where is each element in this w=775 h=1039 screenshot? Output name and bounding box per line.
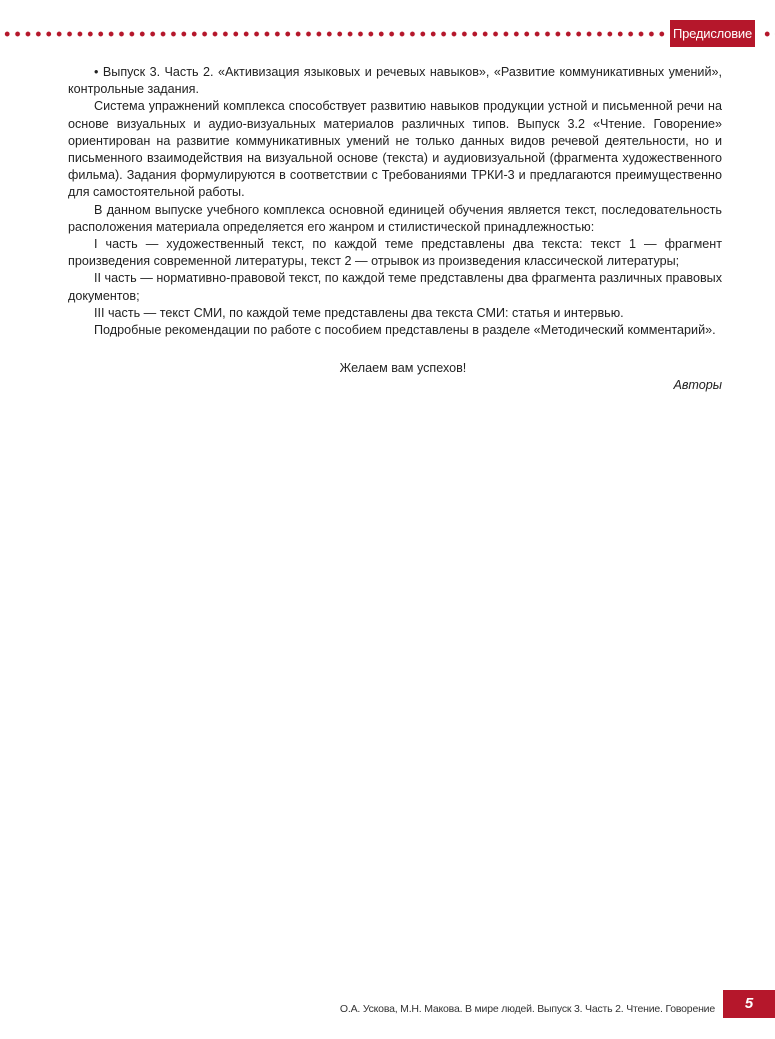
page-number (723, 990, 775, 1018)
body-text (68, 64, 722, 339)
closing-block (68, 360, 722, 394)
paragraph: III часть — текст СМИ, по каждой теме представлены два текста СМИ: статья и интервью. (94, 305, 624, 320)
paragraph: I часть — художественный текст, по каждой теме представлены два текста: текст 1 — фрагмент произведения современной литературы, текст 2 — отрывок из произведения классической литературы; (68, 237, 722, 269)
header-dot-rule (0, 30, 665, 38)
paragraph: В данном выпуске учебного комплекса основной единицей обучения является текст, последовательность расположения материала определяется его жанром и стилистической принадлежностью: (68, 202, 722, 234)
closing-wish: Желаем вам успехов! (339, 361, 467, 375)
paragraph: Подробные рекомендации по работе с пособием представлены в разделе «Методический комментарий». (94, 323, 716, 338)
section-label: Предисловие (672, 26, 753, 41)
header-dot-rule-tail (760, 30, 775, 38)
paragraph: • Выпуск 3. Часть 2. «Активизация языковых и речевых навыков», «Развитие коммуникативных умений», контрольные задания. (68, 65, 722, 97)
paragraph: II часть — нормативно-правовой текст, по каждой теме представлены два фрагмента различных правовых документов; (68, 271, 722, 303)
paragraph: Система упражнений комплекса способствует развитию навыков продукции устной и письменной речи на основе визуальных и аудио-визуальных материалов различных типов. Выпуск 3.2 «Чтение. Говорение» ориентирован на развитие коммуникативных умений не только данных видов речевой деятельности, но и письменного взаимодействия на визуальной основе (текста) и аудиовизуальной (фрагмента художественного фильма). Задания формулируются в соответствии с Требованиями ТРКИ-3 и предлагаются преимущественно для самостоятельной работы. (68, 99, 722, 200)
signature: Авторы (673, 378, 722, 393)
footer-citation: О.А. Ускова, М.Н. Макова. В мире людей. Выпуск 3. Часть 2. Чтение. Говорение (339, 1003, 715, 1015)
page-number-label: 5 (744, 995, 754, 1012)
section-tab (670, 20, 755, 47)
